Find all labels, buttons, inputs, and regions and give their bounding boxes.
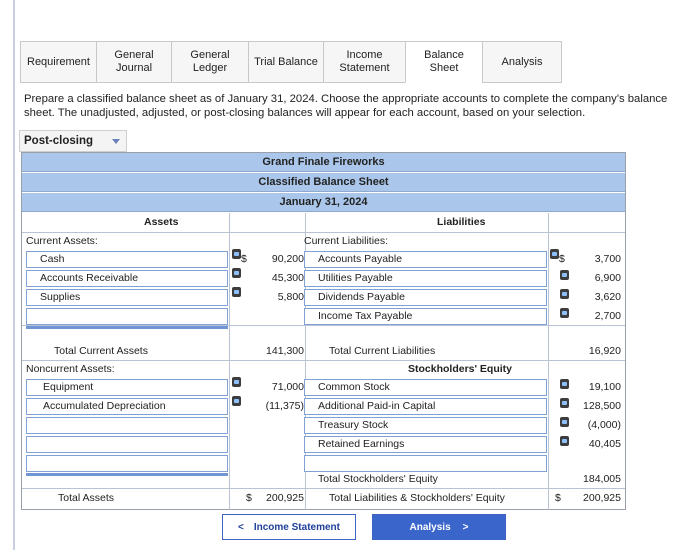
dropdown-icon[interactable] bbox=[232, 249, 241, 259]
column-divider bbox=[548, 213, 549, 510]
dropdown-icon[interactable] bbox=[232, 377, 241, 387]
total-assets-amount: 200,925 bbox=[266, 492, 304, 504]
asset-account-select-empty[interactable] bbox=[26, 455, 228, 472]
asset-account-select-empty[interactable] bbox=[26, 308, 228, 325]
input-underline bbox=[26, 473, 228, 476]
tab-income-statement[interactable]: Income Statement bbox=[323, 41, 406, 83]
equity-amount[interactable]: 40,405 bbox=[588, 438, 621, 450]
asset-amount[interactable]: 71,000 bbox=[271, 381, 304, 393]
next-button-label: Analysis bbox=[409, 521, 451, 533]
row-divider bbox=[22, 488, 625, 489]
column-divider bbox=[229, 213, 230, 510]
dropdown-icon[interactable] bbox=[232, 287, 241, 297]
asset-amount[interactable]: 5,800 bbox=[277, 291, 304, 303]
asset-account-select[interactable] bbox=[26, 379, 228, 396]
total-liabilities-equity-label: Total Liabilities & Stockholders' Equity bbox=[329, 492, 505, 504]
total-equity-amount: 184,005 bbox=[583, 473, 621, 485]
equity-account-select[interactable] bbox=[304, 398, 547, 415]
equity-account-select[interactable] bbox=[304, 417, 547, 434]
dropdown-icon[interactable] bbox=[550, 249, 559, 259]
noncurrent-assets-label: Noncurrent Assets: bbox=[26, 363, 115, 375]
currency-symbol: $ bbox=[246, 492, 252, 504]
total-current-liabilities-label: Total Current Liabilities bbox=[329, 345, 436, 357]
tab-trial-balance[interactable]: Trial Balance bbox=[248, 41, 324, 83]
equity-amount[interactable]: 128,500 bbox=[583, 400, 621, 412]
input-underline bbox=[26, 326, 228, 329]
total-current-liabilities-amount: 16,920 bbox=[588, 345, 621, 357]
liability-account-name: Income Tax Payable bbox=[318, 310, 413, 322]
statement-title-row bbox=[22, 173, 625, 192]
asset-account-select[interactable] bbox=[26, 270, 228, 287]
equity-account-name: Retained Earnings bbox=[318, 438, 405, 450]
current-liabilities-label: Current Liabilities: bbox=[304, 235, 389, 247]
asset-account-select[interactable] bbox=[26, 398, 228, 415]
tab-bar bbox=[20, 41, 561, 83]
total-assets-label: Total Assets bbox=[58, 492, 115, 504]
chevron-right-icon: > bbox=[462, 521, 469, 533]
liability-account-select[interactable] bbox=[304, 270, 547, 287]
current-assets-label: Current Assets: bbox=[26, 235, 98, 247]
tab-requirement[interactable]: Requirement bbox=[20, 41, 97, 83]
tab-general-journal[interactable]: General Journal bbox=[96, 41, 172, 83]
asset-account-name: Cash bbox=[40, 253, 65, 265]
tab-analysis[interactable]: Analysis bbox=[482, 41, 562, 83]
equity-account-name: Treasury Stock bbox=[318, 419, 389, 431]
row-divider bbox=[22, 325, 625, 326]
currency-symbol: $ bbox=[555, 492, 561, 504]
prev-button-label: Income Statement bbox=[253, 521, 340, 533]
equity-account-select[interactable] bbox=[304, 379, 547, 396]
liability-amount[interactable]: 2,700 bbox=[594, 310, 621, 322]
total-current-assets-amount: 141,300 bbox=[266, 345, 304, 357]
asset-amount[interactable]: 90,200 bbox=[271, 253, 304, 265]
chevron-down-icon bbox=[112, 139, 120, 144]
dropdown-icon[interactable] bbox=[232, 396, 241, 406]
assets-header: Assets bbox=[144, 216, 179, 228]
liability-account-select[interactable] bbox=[304, 308, 547, 325]
instructions-text: Prepare a classified balance sheet as of January 31, 2024. Choose the appropriate accounts to complete the company's balance sheet. The unadjusted, adjusted, or post-closing balances will appear for each account, based on your selection. bbox=[24, 93, 668, 119]
equity-account-select-empty[interactable] bbox=[304, 455, 547, 472]
asset-account-select[interactable] bbox=[26, 251, 228, 268]
company-name: Grand Finale Fireworks bbox=[262, 156, 385, 168]
equity-account-name: Common Stock bbox=[318, 381, 390, 393]
total-equity-label: Total Stockholders' Equity bbox=[318, 473, 438, 485]
liability-amount[interactable]: 6,900 bbox=[594, 272, 621, 284]
equity-account-select[interactable] bbox=[304, 436, 547, 453]
equity-header: Stockholders' Equity bbox=[408, 363, 513, 375]
previous-income-statement-button[interactable] bbox=[222, 514, 356, 540]
currency-symbol: $ bbox=[241, 253, 247, 265]
equity-account-name: Additional Paid-in Capital bbox=[318, 400, 436, 412]
equity-amount[interactable]: (4,000) bbox=[587, 419, 621, 431]
company-name-row bbox=[22, 153, 625, 172]
statement-date: January 31, 2024 bbox=[279, 196, 368, 208]
equity-amount[interactable]: 19,100 bbox=[588, 381, 621, 393]
asset-account-select-empty[interactable] bbox=[26, 417, 228, 434]
liability-account-name: Accounts Payable bbox=[318, 253, 403, 265]
asset-amount[interactable]: 45,300 bbox=[271, 272, 304, 284]
asset-amount[interactable]: (11,375) bbox=[265, 400, 304, 412]
asset-account-name: Accumulated Depreciation bbox=[43, 400, 166, 412]
liabilities-header: Liabilities bbox=[437, 216, 486, 228]
liability-amount[interactable]: 3,620 bbox=[594, 291, 621, 303]
tab-general-ledger[interactable]: General Ledger bbox=[171, 41, 249, 83]
chevron-left-icon: < bbox=[238, 521, 244, 533]
asset-account-select[interactable] bbox=[26, 289, 228, 306]
currency-symbol: $ bbox=[559, 253, 565, 265]
next-analysis-button[interactable] bbox=[372, 514, 506, 540]
asset-account-name: Supplies bbox=[40, 291, 81, 303]
asset-account-name: Equipment bbox=[43, 381, 94, 393]
balance-type-value: Post-closing bbox=[24, 135, 94, 147]
total-liabilities-equity-amount: 200,925 bbox=[583, 492, 621, 504]
total-current-assets-label: Total Current Assets bbox=[54, 345, 148, 357]
left-border bbox=[13, 0, 15, 550]
balance-sheet-table bbox=[21, 152, 626, 510]
asset-account-name: Accounts Receivable bbox=[40, 272, 139, 284]
statement-title: Classified Balance Sheet bbox=[258, 176, 389, 188]
liability-account-name: Utilities Payable bbox=[318, 272, 393, 284]
liability-account-select[interactable] bbox=[304, 251, 547, 268]
asset-account-select-empty[interactable] bbox=[26, 436, 228, 453]
liability-account-name: Dividends Payable bbox=[318, 291, 405, 303]
liability-account-select[interactable] bbox=[304, 289, 547, 306]
liability-amount[interactable]: 3,700 bbox=[594, 253, 621, 265]
statement-date-row bbox=[22, 193, 625, 212]
dropdown-icon[interactable] bbox=[232, 268, 241, 278]
tab-balance-sheet[interactable]: Balance Sheet bbox=[405, 41, 483, 83]
balance-type-select[interactable] bbox=[19, 130, 127, 152]
